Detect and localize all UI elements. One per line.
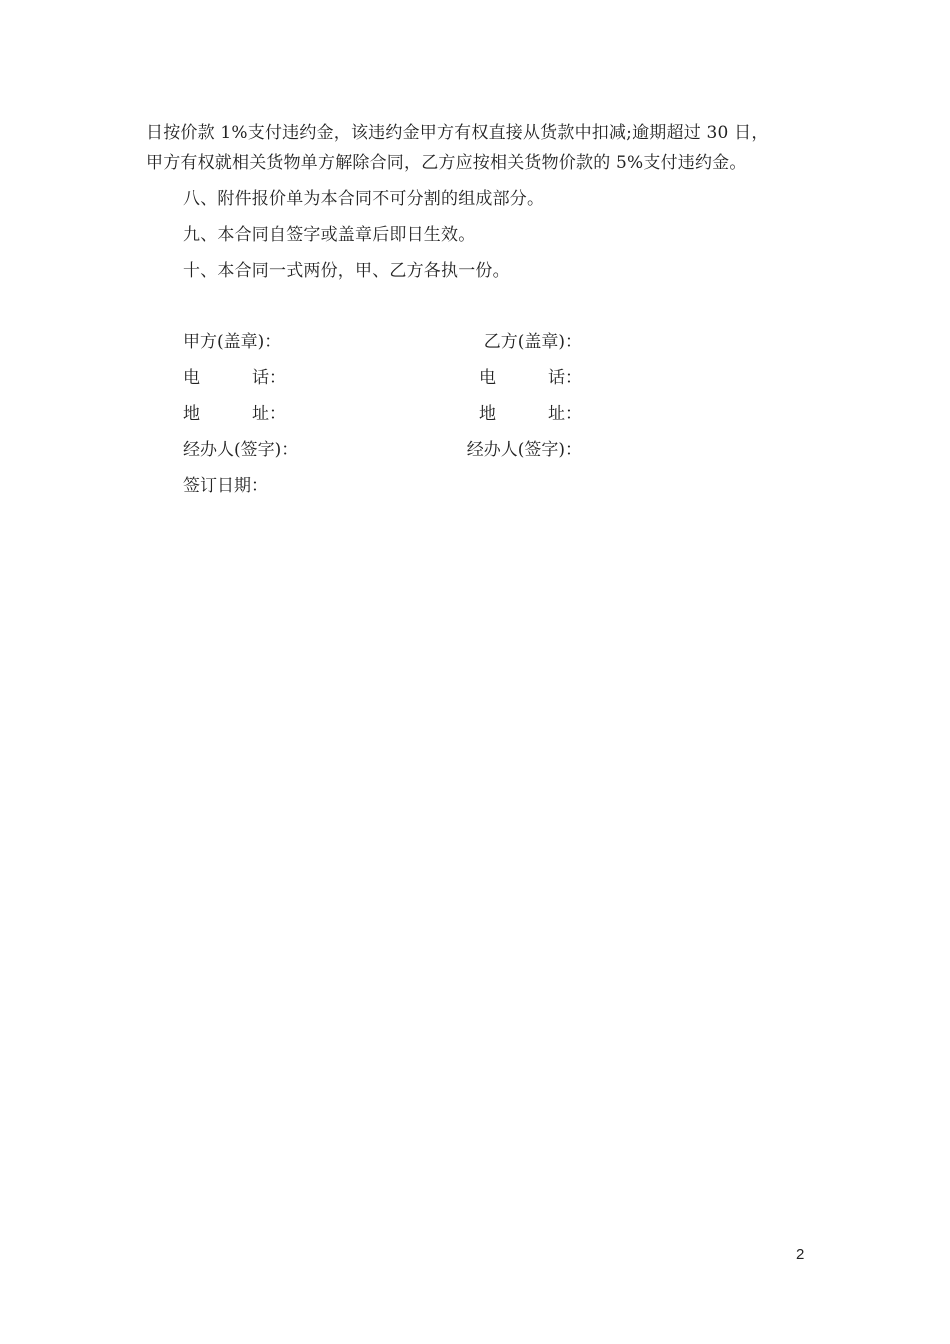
signing-date-label: 签订日期：	[183, 476, 268, 496]
party-a-seal-label: 甲方(盖章)：	[183, 332, 282, 352]
body-line-2: 甲方有权就相关货物单方解除合同，乙方应按相关货物价款的 5%支付违约金。	[146, 153, 747, 173]
party-b-address-label	[479, 402, 582, 426]
party-b-address-char-2: 址：	[548, 404, 582, 424]
clause-nine: 九、本合同自签字或盖章后即日生效。	[183, 225, 476, 245]
page-number: 2	[796, 1246, 805, 1263]
party-a-address-char-2: 址：	[252, 404, 286, 424]
body-line-1: 日按价款 1%支付违约金，该违约金甲方有权直接从货款中扣减;逾期超过 30 日，	[146, 123, 769, 143]
party-a-phone-char-2: 话：	[252, 368, 286, 388]
party-b-phone-label	[479, 366, 582, 390]
party-b-phone-char-2: 话：	[548, 368, 582, 388]
party-a-address-char-1: 地	[183, 404, 200, 424]
party-b-phone-char-1: 电	[479, 368, 496, 388]
party-b-agent-label: 经办人(签字)：	[466, 440, 582, 460]
party-a-phone-label	[183, 366, 286, 390]
party-a-agent-label: 经办人(签字)：	[183, 440, 299, 460]
party-b-seal-label: 乙方(盖章)：	[483, 332, 582, 352]
party-a-phone-char-1: 电	[183, 368, 200, 388]
clause-eight: 八、附件报价单为本合同不可分割的组成部分。	[183, 189, 545, 209]
clause-ten: 十、本合同一式两份，甲、乙方各执一份。	[183, 261, 510, 281]
party-a-address-label	[183, 402, 286, 426]
party-b-address-char-1: 地	[479, 404, 496, 424]
